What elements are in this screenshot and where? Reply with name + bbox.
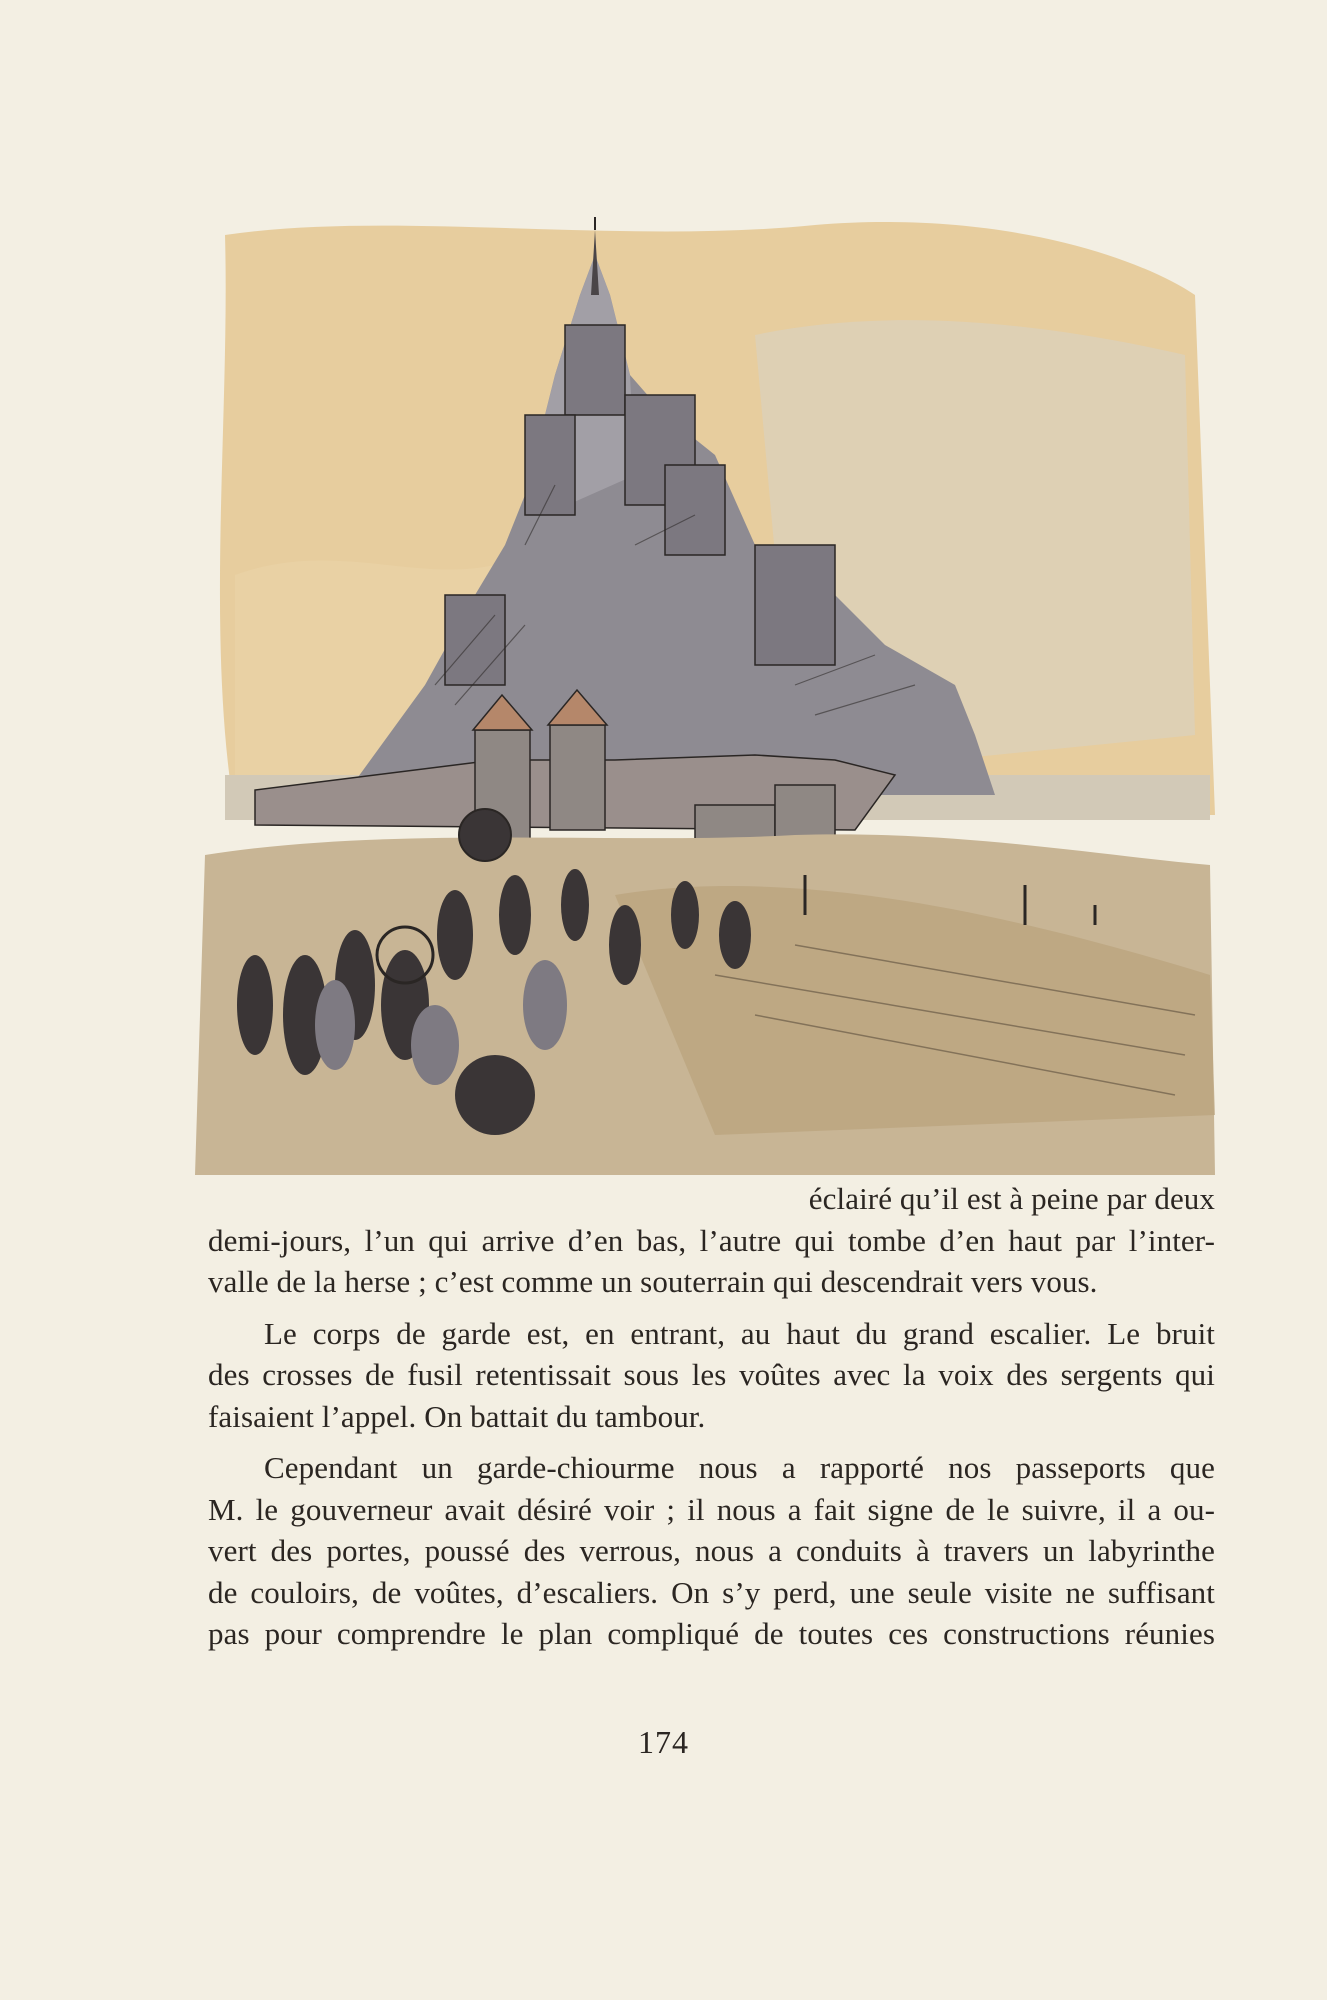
text-line: M. le gouverneur avait désiré voir ; il nous a fait signe de le suivre, il a ou-	[208, 1491, 1215, 1527]
text-line: valle de la herse ; c’est comme un souterrain qui descendrait vers vous.	[208, 1264, 1098, 1299]
text-line: éclairé qu’il est à peine par deux	[808, 1181, 1215, 1216]
text-line: vert des portes, poussé des verrous, nous a conduits à travers un labyrinthe	[208, 1533, 1215, 1568]
body-text	[208, 1178, 1215, 1655]
text-line: de couloirs, de voûtes, d’escaliers. On s’y perd, une seule visite ne suffisant	[208, 1574, 1215, 1610]
paragraph	[208, 1447, 1215, 1655]
text-line: pas pour comprendre le plan compliqué de toutes ces constructions réunies	[208, 1616, 1215, 1651]
text-line: Cependant un garde-chiourme nous a rapporté nos passeports que	[264, 1450, 1215, 1485]
paragraph	[208, 1313, 1215, 1438]
text-line: demi-jours, l’un qui arrive d’en bas, l’autre qui tombe d’en haut par l’inter-	[208, 1222, 1215, 1258]
mont-saint-michel-illustration	[195, 215, 1225, 1175]
text-line: Le corps de garde est, en entrant, au haut du grand escalier. Le bruit	[264, 1315, 1215, 1351]
page-number: 174	[638, 1724, 689, 1760]
text-line: des crosses de fusil retentissait sous les voûtes avec la voix des sergents qui	[208, 1357, 1215, 1392]
text-line: faisaient l’appel. On battait du tambour.	[208, 1398, 706, 1434]
